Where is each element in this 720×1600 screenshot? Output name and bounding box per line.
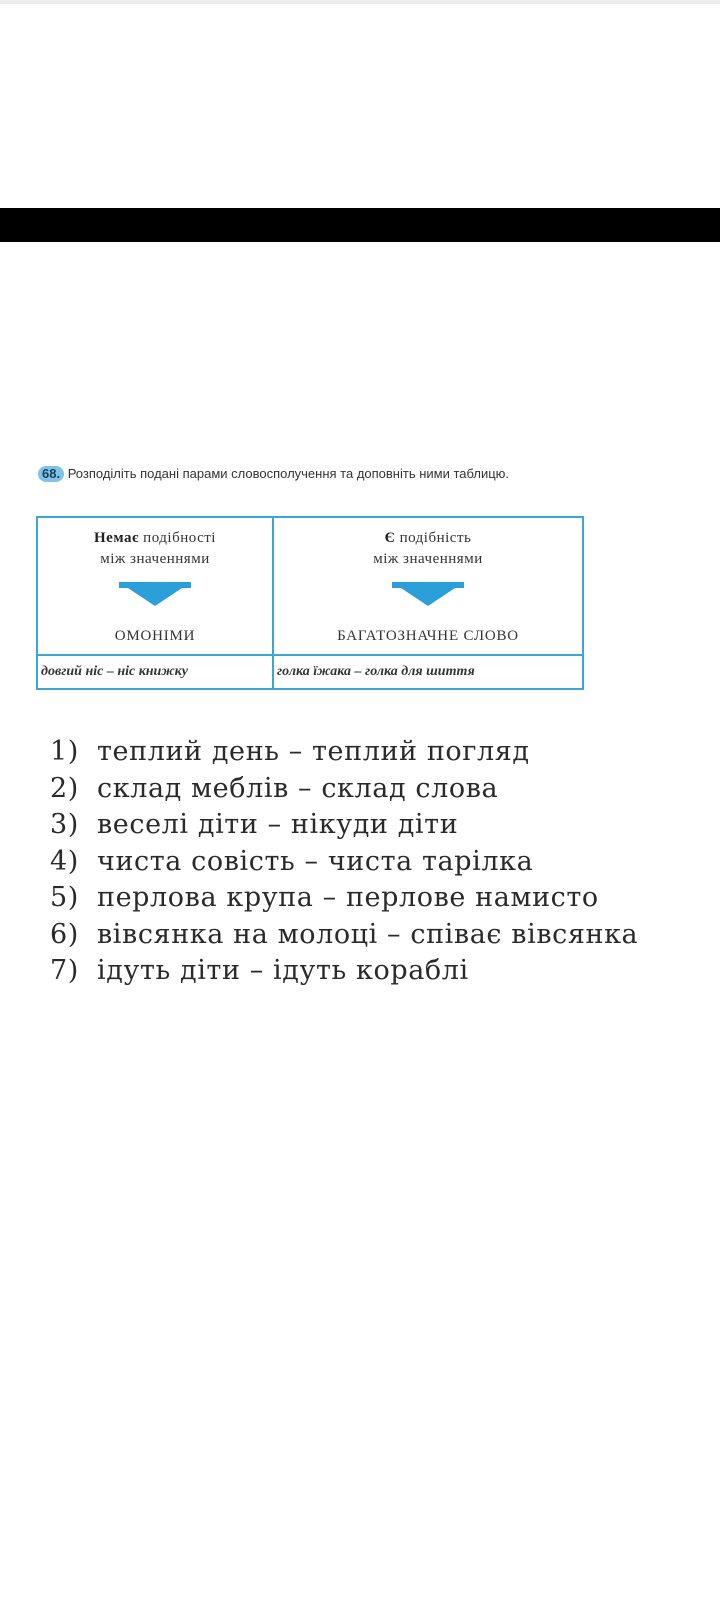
header-line2: між значеннями <box>100 551 210 567</box>
term-homonyms: ОМОНІМИ <box>114 628 196 644</box>
arrow-down-icon <box>392 582 464 608</box>
item-number: 5) <box>50 882 79 913</box>
list-item <box>50 953 710 990</box>
header-rest: подібність <box>395 530 472 546</box>
instruction-text: Розподіліть подані парами словосполучення та доповніть ними таблицю. <box>67 466 510 481</box>
list-item <box>50 844 710 881</box>
list-item <box>50 734 710 771</box>
list-item <box>50 917 710 954</box>
item-text: ідуть діти – ідуть кораблі <box>97 955 469 986</box>
homonym-table <box>36 516 584 690</box>
header-no-similarity <box>38 528 272 570</box>
item-text: веселі діти – нікуди діти <box>97 809 459 840</box>
column-polysemous <box>274 518 582 654</box>
pairs-list <box>50 734 710 990</box>
item-text: чиста совість – чиста тарілка <box>97 845 534 877</box>
example-homonyms: довгий ніс – ніс книжку <box>38 656 274 688</box>
list-item <box>50 880 710 917</box>
term-polysemous: БАГАТОЗНАЧНЕ СЛОВО <box>337 628 519 644</box>
item-number: 4) <box>50 845 79 877</box>
examples-row <box>38 654 582 688</box>
exercise-number: 68. <box>38 466 64 482</box>
item-number: 2) <box>50 772 79 804</box>
top-edge <box>0 0 720 4</box>
item-text: склад меблів – склад слова <box>97 772 499 804</box>
list-item <box>50 807 710 844</box>
header-line2: між значеннями <box>373 551 483 567</box>
item-number: 7) <box>50 955 79 986</box>
header-similarity <box>274 528 582 570</box>
header-bold-word: Є <box>384 530 396 546</box>
arrow-down-icon <box>119 582 191 608</box>
list-item <box>50 771 710 808</box>
example-polysemous: голка їжака – голка для шиття <box>277 664 475 679</box>
item-text: теплий день – теплий погляд <box>97 736 530 767</box>
item-text: вівсянка на молоці – співає вівсянка <box>97 918 639 950</box>
item-number: 3) <box>50 809 79 840</box>
black-bar <box>0 208 720 242</box>
item-number: 6) <box>50 918 79 950</box>
exercise-instruction <box>38 466 586 482</box>
item-text: перлова крупа – перлове намисто <box>97 882 599 913</box>
header-bold-word: Немає <box>94 530 139 546</box>
item-number: 1) <box>50 736 79 767</box>
header-rest: подібності <box>138 530 216 546</box>
column-homonyms <box>38 518 274 654</box>
